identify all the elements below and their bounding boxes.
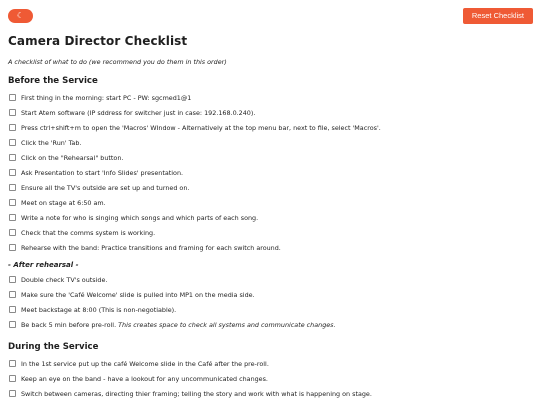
checklist-during-service (8, 356, 532, 401)
checkbox[interactable] (9, 321, 16, 328)
checklist-item-label: Meet backstage at 8:00 (This is non-negotiable). (21, 305, 177, 314)
checklist-item (8, 120, 532, 135)
checklist-item (8, 150, 532, 165)
checklist-item-label: Double check TV's outside. (21, 275, 108, 284)
checkbox[interactable] (9, 390, 16, 397)
checklist-item-label: Write a note for who is singing which songs and which parts of each song. (21, 213, 259, 222)
section-heading-after-rehearsal: - After rehearsal - (8, 261, 79, 269)
checklist-content (0, 34, 540, 401)
checklist-item (8, 195, 532, 210)
checklist-item-label: Keep an eye on the band - have a lookout for any uncommunicated changes. (21, 374, 268, 383)
checkbox[interactable] (9, 244, 16, 251)
checkbox[interactable] (9, 139, 16, 146)
checkbox[interactable] (9, 199, 16, 206)
checklist-item (8, 165, 532, 180)
checkbox[interactable] (9, 276, 16, 283)
section-heading-before-service: Before the Service (8, 76, 98, 86)
checklist-item (8, 371, 532, 386)
checklist-item-label: Start Atem software (IP sddress for switcher just in case: 192.168.0.240). (21, 108, 256, 117)
checklist-item (8, 90, 532, 105)
checklist-item (8, 225, 532, 240)
checklist-item (8, 135, 532, 150)
checklist-item (8, 356, 532, 371)
checklist-item-label: Ask Presentation to start 'Info Slides' presentation. (21, 168, 184, 177)
checkbox[interactable] (9, 214, 16, 221)
section-heading-during-service: During the Service (8, 342, 99, 352)
checkbox[interactable] (9, 94, 16, 101)
checkbox[interactable] (9, 124, 16, 131)
reset-checklist-button[interactable]: Reset Checklist (463, 8, 533, 24)
checklist-item-label: In the 1st service put up the café Welcome slide in the Café after the pre-roll. (21, 359, 269, 368)
checklist-after-rehearsal (8, 272, 532, 332)
checkbox[interactable] (9, 229, 16, 236)
checklist-item-label: Press ctrl+shift+m to open the 'Macros' WIndow - Alternatively at the top menu bar, next to file, select 'Macros'. (21, 123, 381, 132)
checklist-item (8, 272, 532, 287)
theme-toggle-button[interactable] (8, 9, 33, 23)
checklist-item (8, 287, 532, 302)
checklist-item-label: Click the 'Run' Tab. (21, 138, 82, 147)
top-bar (0, 0, 540, 28)
checkbox[interactable] (9, 291, 16, 298)
page-subtitle: A checklist of what to do (we recommend you do them in this order) (8, 58, 227, 66)
checklist-item (8, 210, 532, 225)
checklist-item-label: Check that the comms system is working. (21, 228, 156, 237)
checklist-item-label: Switch between cameras, directing thier framing; telling the story and work with what is happening on stage. (21, 389, 372, 398)
checklist-item (8, 317, 532, 332)
checklist-item (8, 180, 532, 195)
checklist-item (8, 240, 532, 255)
checklist-item (8, 105, 532, 120)
checkbox[interactable] (9, 184, 16, 191)
checklist-before-service (8, 90, 532, 255)
checklist-item-label: Ensure all the TV's outside are set up and turned on. (21, 183, 190, 192)
checkbox[interactable] (9, 154, 16, 161)
checkbox[interactable] (9, 169, 16, 176)
checklist-item (8, 302, 532, 317)
checklist-item-label: Make sure the 'Café Welcome' slide is pulled into MP1 on the media side. (21, 290, 255, 299)
checkbox[interactable] (9, 109, 16, 116)
checklist-item-label: Meet on stage at 6:50 am. (21, 198, 106, 207)
checkbox[interactable] (9, 375, 16, 382)
checklist-item-note: This creates space to check all systems and communicate changes. (118, 320, 336, 329)
page-title: Camera Director Checklist (8, 34, 188, 48)
checklist-item-label: Rehearse with the band: Practice transitions and framing for each switch around. (21, 243, 281, 252)
moon-icon: ☾ (16, 11, 25, 20)
checkbox[interactable] (9, 360, 16, 367)
checkbox[interactable] (9, 306, 16, 313)
checklist-item-label: Be back 5 min before pre-roll. (21, 320, 117, 329)
checklist-item (8, 386, 532, 401)
checklist-item-label: Click on the "Rehearsal" button. (21, 153, 124, 162)
checklist-item-label: First thing in the morning: start PC - PW: sgcmed1@1 (21, 93, 192, 102)
